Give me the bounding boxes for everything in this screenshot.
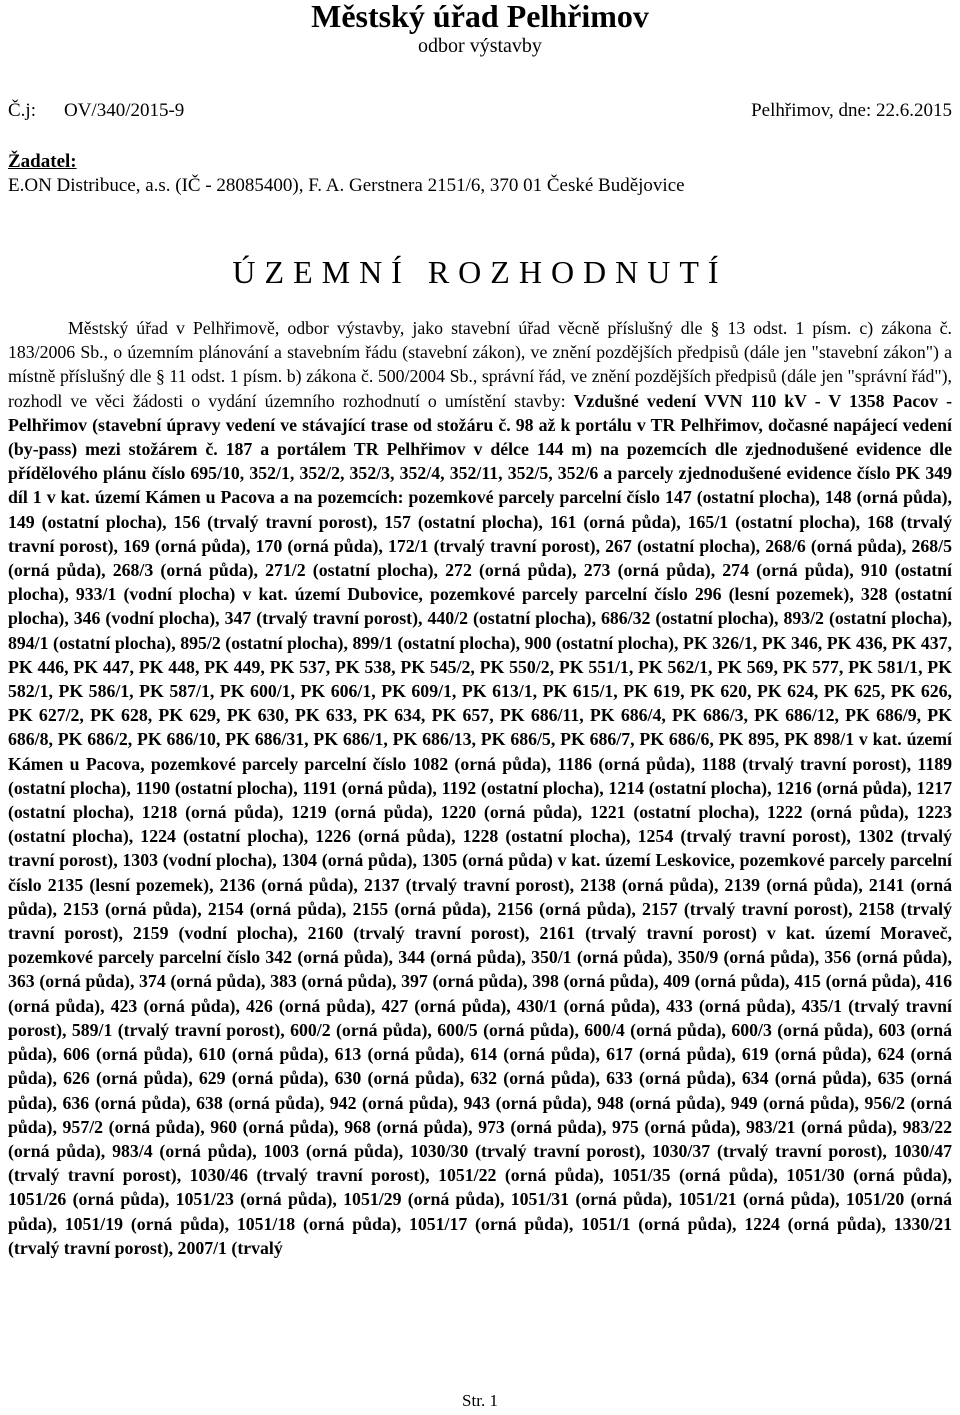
- case-reference-number: OV/340/2015-9: [63, 100, 185, 121]
- decision-body: [8, 316, 952, 1260]
- place-and-date: Pelhřimov, dne: 22.6.2015: [751, 100, 952, 121]
- office-title: Městský úřad Pelhřimov: [311, 0, 649, 34]
- decision-title: ÚZEMNÍ ROZHODNUTÍ: [232, 254, 728, 290]
- case-reference-label: Č.j:: [8, 100, 36, 121]
- case-reference: [8, 99, 184, 123]
- page-number: Str. 1: [462, 1391, 498, 1410]
- applicant-text: E.ON Distribuce, a.s. (IČ - 28085400), F. A. Gerstnera 2151/6, 370 01 České Budějovice: [8, 175, 685, 196]
- department-name: odbor výstavby: [418, 35, 542, 57]
- decision-intro-text: Městský úřad v Pelhřimově, odbor výstavby, jako stavební úřad věcně příslušný dle § 13 odst. 1 písm. c) zákona č. 183/2006 Sb., o územním plánování a stavebním řádu (stavební zákon), ve znění pozdějších předpisů (dále jen "stavební zákon") a místně příslušný dle § 11 odst. 1 písm. b) zákona č. 500/2004 Sb., správní řád, ve znění pozdějších předpisů (dále jen "správní řád"), rozhodl ve věci žádosti o vydání územního rozhodnutí o umístění stavby:: [8, 318, 952, 411]
- applicant-label: Žadatel:: [8, 151, 77, 172]
- decision-subject-text: Vzdušné vedení VVN 110 kV - V 1358 Pacov - Pelhřimov (stavební úpravy vedení ve stávající trase od stožáru č. 98 až k portálu v TR Pelhřimov, dočasné napájecí vedení (by-pass) mezi stožárem č. 187 a portálem TR Pelhřimov v délce 144 m) na pozemcích dle zjednodušené evidence dle přídělového plánu číslo 695/10, 352/1, 352/2, 352/3, 352/4, 352/11, 352/5, 352/6 a parcely zjednodušené evidence číslo PK 349 díl 1 v kat. území Kámen u Pacova a na pozemcích: pozemkové parcely parcelní číslo 147 (ostatní plocha), 148 (orná půda), 149 (ostatní plocha), 156 (trvalý travní porost), 157 (ostatní plocha), 161 (orná půda), 165/1 (ostatní plocha), 168 (trvalý travní porost), 169 (orná půda), 170 (orná půda), 172/1 (trvalý travní porost), 267 (ostatní plocha), 268/6 (orná půda), 268/5 (orná půda), 268/3 (orná půda), 271/2 (ostatní plocha), 272 (orná půda), 273 (orná půda), 274 (orná půda), 910 (ostatní plocha), 933/1 (vodní plocha) v kat. území Dubovice, pozemkové parcely parcelní číslo 296 (lesní pozemek), 328 (ostatní plocha), 346 (vodní plocha), 347 (trvalý travní porost), 440/2 (ostatní plocha), 686/32 (ostatní plocha), 893/2 (ostatní plocha), 894/1 (ostatní plocha), 895/2 (ostatní plocha), 899/1 (ostatní plocha), 900 (ostatní plocha), PK 326/1, PK 346, PK 436, PK 437, PK 446, PK 447, PK 448, PK 449, PK 537, PK 538, PK 545/2, PK 550/2, PK 551/1, PK 562/1, PK 569, PK 577, PK 581/1, PK 582/1, PK 586/1, PK 587/1, PK 600/1, PK 606/1, PK 609/1, PK 613/1, PK 615/1, PK 619, PK 620, PK 624, PK 625, PK 626, PK 627/2, PK 628, PK 629, PK 630, PK 633, PK 634, PK 657, PK 686/11, PK 686/4, PK 686/3, PK 686/12, PK 686/9, PK 686/8, PK 686/2, PK 686/10, PK 686/31, PK 686/1, PK 686/13, PK 686/5, PK 686/7, PK 686/6, PK 895, PK 898/1 v kat. území Kámen u Pacova, pozemkové parcely parcelní číslo 1082 (orná půda), 1186 (orná půda), 1188 (trvalý travní porost), 1189 (ostatní plocha), 1190 (ostatní plocha), 1191 (orná půda), 1192 (ostatní plocha), 1214 (ostatní plocha), 1216 (orná půda), 1217 (ostatní plocha), 1218 (orná půda), 1219 (orná půda), 1220 (orná půda), 1221 (ostatní plocha), 1222 (orná půda), 1223 (ostatní plocha), 1224 (ostatní plocha), 1226 (orná půda), 1228 (ostatní plocha), 1254 (trvalý travní porost), 1302 (trvalý travní porost), 1303 (vodní plocha), 1304 (orná půda), 1305 (orná půda) v kat. území Leskovice, pozemkové parcely parcelní číslo 2135 (lesní pozemek), 2136 (orná půda), 2137 (trvalý travní porost), 2138 (orná půda), 2139 (orná půda), 2141 (orná půda), 2153 (orná půda), 2154 (orná půda), 2155 (orná půda), 2156 (orná půda), 2157 (trvalý travní porost), 2158 (trvalý travní porost), 2159 (vodní plocha), 2160 (trvalý travní porost), 2161 (trvalý travní porost) v kat. území Moraveč, pozemkové parcely parcelní číslo 342 (orná půda), 344 (orná půda), 350/1 (orná půda), 350/9 (orná půda), 356 (orná půda), 363 (orná půda), 374 (orná půda), 383 (orná půda), 397 (orná půda), 398 (orná půda), 409 (orná půda), 415 (orná půda), 416 (orná půda), 423 (orná půda), 426 (orná půda), 427 (orná půda), 430/1 (orná půda), 433 (orná půda), 435/1 (trvalý travní porost), 589/1 (trvalý travní porost), 600/2 (orná půda), 600/5 (orná půda), 600/4 (orná půda), 600/3 (orná půda), 603 (orná půda), 606 (orná půda), 610 (orná půda), 613 (orná půda), 614 (orná půda), 617 (orná půda), 619 (orná půda), 624 (orná půda), 626 (orná půda), 629 (orná půda), 630 (orná půda), 632 (orná půda), 633 (orná půda), 634 (orná půda), 635 (orná půda), 636 (orná půda), 638 (orná půda), 942 (orná půda), 943 (orná půda), 948 (orná půda), 949 (orná půda), 956/2 (orná půda), 957/2 (orná půda), 960 (orná půda), 968 (orná půda), 973 (orná půda), 975 (orná půda), 983/21 (orná půda), 983/22 (orná půda), 983/4 (orná půda), 1003 (orná půda), 1030/30 (trvalý travní porost), 1030/37 (trvalý travní porost), 1030/47 (trvalý travní porost), 1030/46 (trvalý travní porost), 1051/22 (orná půda), 1051/35 (orná půda), 1051/30 (orná půda), 1051/26 (orná půda), 1051/23 (orná půda), 1051/29 (orná půda), 1051/31 (orná půda), 1051/21 (orná půda), 1051/20 (orná půda), 1051/19 (orná půda), 1051/18 (orná půda), 1051/17 (orná půda), 1051/1 (orná půda), 1224 (orná půda), 1330/21 (trvalý travní porost), 2007/1 (trvalý: [8, 390, 952, 1258]
- reference-row: [8, 99, 952, 123]
